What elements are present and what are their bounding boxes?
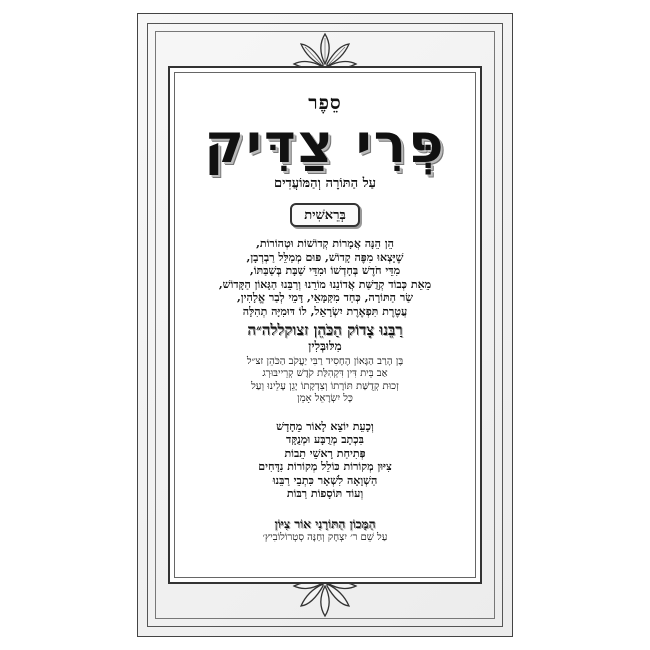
intro-line: מֵאֵת כְּבוֹד קְדֻשַּׁת אֲדוֹנֵנוּ מוֹרֵנוּ וְרַבֵּנוּ הַגָּאוֹן הַקָּדוֹשׁ, <box>218 277 432 291</box>
intro-line: שֶׁיָּצְאוּ מִפֶּה קָדוֹשׁ, פּוּם מְמַלֵּל רַבְרְבָן, <box>246 250 404 264</box>
intro-line: הֵן הֵנָּה אֲמָרוֹת קְדוֹשׁוֹת וּטְהוֹרוֹת, <box>256 237 394 250</box>
edition-line: צִיּוּן מְקוֹרוֹת כּוֹלֵל מְקוֹרוֹת נִדָּחִים <box>258 460 392 474</box>
volume-label: בְּרֵאשִׁית <box>290 203 360 227</box>
edition-line: וְכָעֵת יוֹצֵא לָאוֹר מֵחָדָשׁ <box>276 419 374 433</box>
lineage-line: כָּל יִשְׂרָאֵל אָמֵן <box>297 393 353 405</box>
volume-label-wrap <box>182 203 468 229</box>
book-cover <box>137 13 513 637</box>
title-page-content <box>182 92 468 544</box>
edition-features <box>182 420 468 501</box>
edition-line: בִּכְתָב מְרֻבָּע וּמְנֻקָּד <box>286 433 364 447</box>
intro-line: מִדֵּי חֹדֶשׁ בְּחָדְשׁוֹ וּמִדֵּי שַׁבָּת בְּשַׁבַּתּוֹ, <box>249 264 401 278</box>
lineage-line: זְכוּת קְדֻשַּׁת תּוֹרָתוֹ וְצִדְקָתוֹ יָגֵן עָלֵינוּ וְעַל <box>251 380 399 392</box>
publisher-dedication: עַל שֵׁם ר׳ יִצְחָק וְחַנָּה סְטְרוֹלוֹבִיץ׳ <box>262 531 388 543</box>
book-subtitle: עַל הַתּוֹרָה וְהַמּוֹעֲדִים <box>273 176 377 191</box>
book-title: פְּרִי צַדִּיק <box>204 112 446 175</box>
edition-line: פְּתִיחַת רָאשֵׁי תֵבוֹת <box>284 446 366 460</box>
lineage-line: אַב בֵּית דִּין דִּקְהִלַּת קֹדֶשׁ קְרֵייבּוּרְג <box>262 368 388 380</box>
lineage-paragraph <box>182 356 468 406</box>
author-city: מִלּוּבְּלִין <box>308 338 342 353</box>
edition-line: הַשְׁוָאָה לִשְׁאָר כִּתְבֵי רַבֵּנוּ <box>272 473 378 487</box>
publisher-name: הַמָּכוֹן הַתּוֹרָנִי אוֹר צִיּוֹן <box>274 516 376 531</box>
intro-paragraph <box>182 237 468 319</box>
lineage-line: בֶּן הָרַב הַגָּאוֹן הֶחָסִיד רַבִּי יַעֲקֹב הַכֹּהֵן זצ״ל <box>246 355 404 367</box>
author-name: רַבֵּנוּ צָדוֹק הַכֹּהֵן זצוקללה״ה <box>247 320 403 339</box>
intro-line: שַׂר הַתּוֹרָה, כְּחַד מִקַּמָּאֵי, דָּמֵי לְבַר אֱלָהִין, <box>236 291 414 305</box>
edition-line: וְעוֹד תּוֹסָפוֹת רַבּוֹת <box>286 487 364 501</box>
sefer-label: סֵפֶר <box>308 92 342 114</box>
intro-line: עֲטֶרֶת תִּפְאֶרֶת יִשְׂרָאֵל, לוֹ דּוּמִיָּה תְהִלָּה <box>242 304 408 318</box>
